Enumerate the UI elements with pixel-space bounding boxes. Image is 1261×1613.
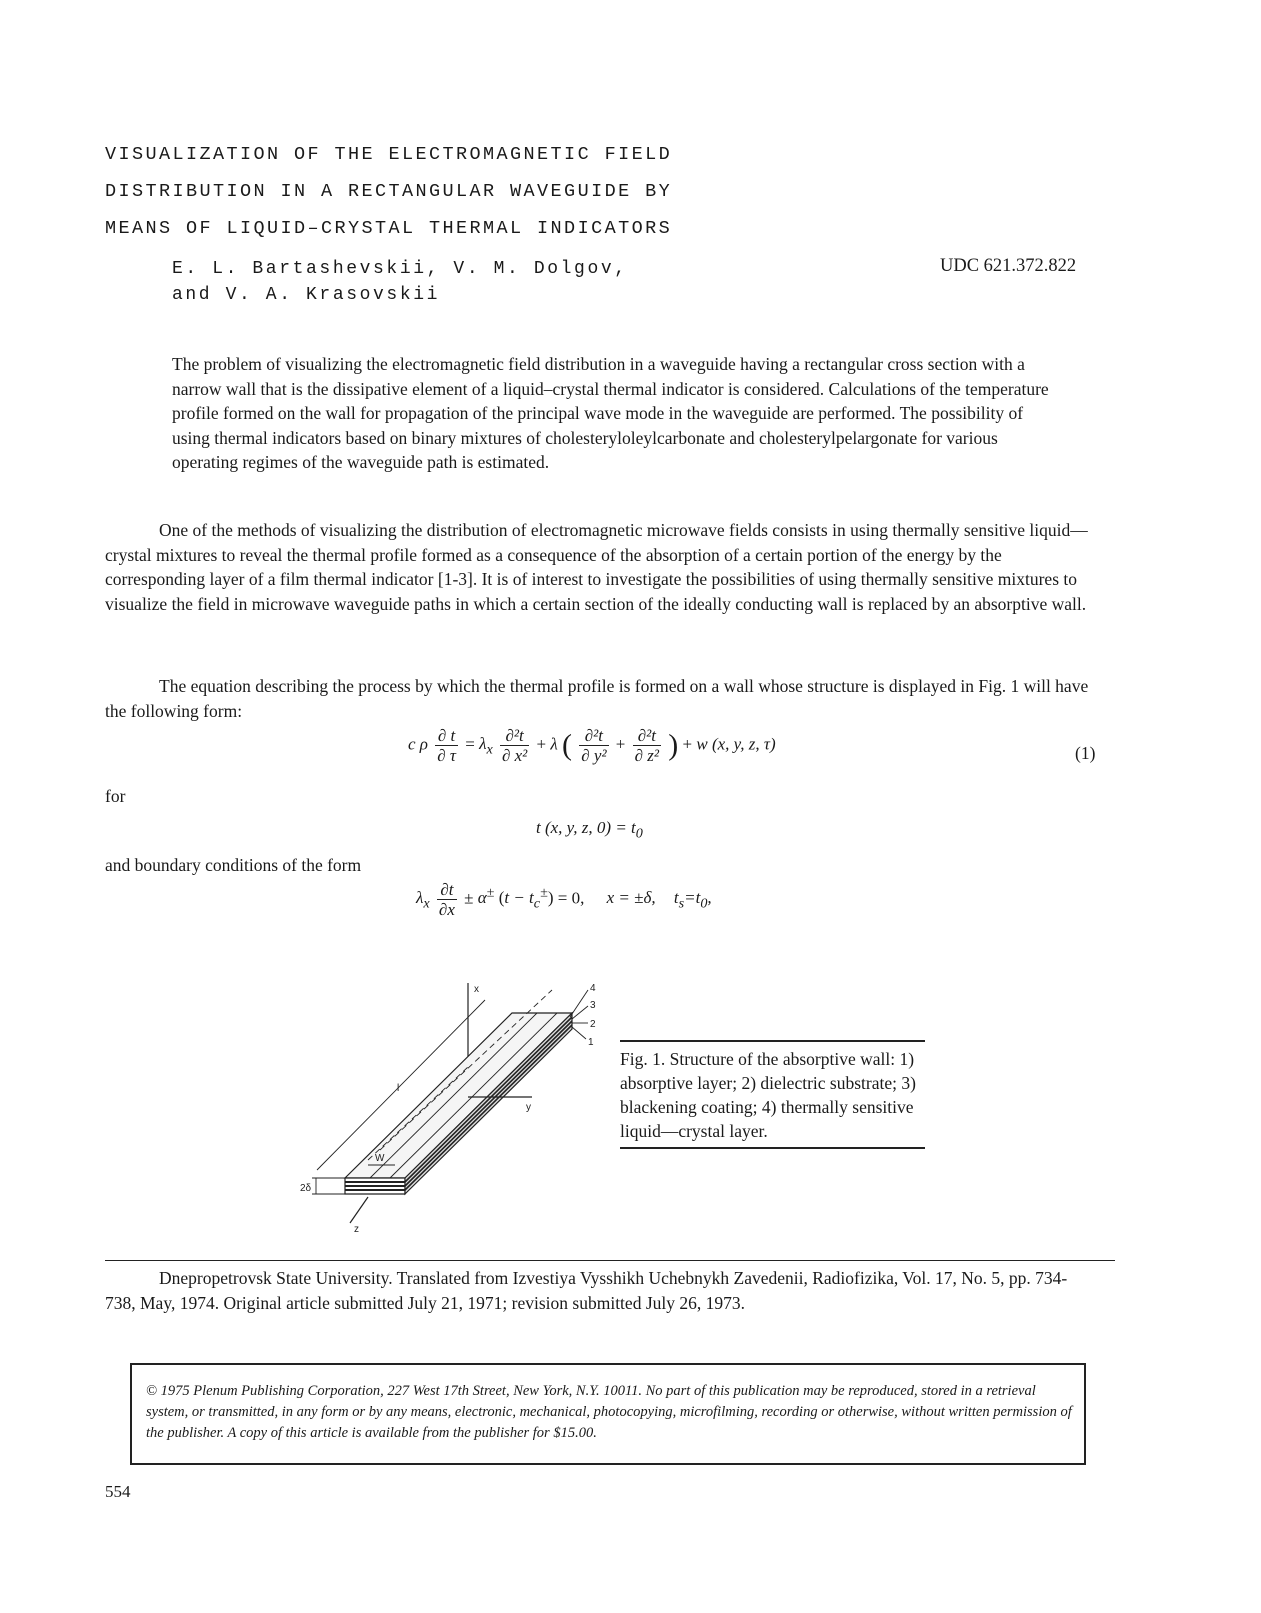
figure-1-caption: Fig. 1. Structure of the absorptive wall: 1) absorptive layer; 2) dielectric substrate; 3) blackening coating; 4) thermally sensitive liquid—crystal layer. xyxy=(620,1040,925,1149)
leader-layer-3 xyxy=(572,1006,588,1019)
frac-dt-dx: $\frac{\partial t}{\partial x}$ xyxy=(438,880,455,919)
eq1-forcing-term: w (x, y, z, τ) xyxy=(696,734,776,754)
footer-rule xyxy=(105,1260,1115,1261)
equation-1: c ρ $\frac{\partial t}{\partial \tau}$ = $\lambda_x$ $\frac{\text{∂²t}}{\text{∂ x²}}$ + λ ( $\frac{\text{∂²t}}{\text{∂ y²}}$ + $\frac{\text{∂²t}}{\text{∂ z²}}$ ) + w (x, y, z, τ) xyxy=(408,726,776,765)
frac-d2t-dz2: $\frac{\text{∂²t}}{\text{∂ z²}}$ xyxy=(634,726,660,765)
fig-label-y: y xyxy=(526,1102,531,1113)
fig-label-layer-2: 2 xyxy=(590,1019,596,1030)
boundary-condition: $\lambda_x$ $\frac{\partial t}{\partial x}$ ± α± $(t - t_c^\pm) = 0$, x = ±δ, $t_s=t_0$, xyxy=(416,880,712,919)
fig-label-layer-1: 1 xyxy=(588,1037,594,1048)
authors xyxy=(172,256,628,308)
title-line-3: MEANS OF LIQUID–CRYSTAL THERMAL INDICATORS xyxy=(105,218,673,239)
abstract: The problem of visualizing the electromagnetic field distribution in a waveguide having a rectangular cross section with a narrow wall that is the dissipative element of a liquid–crystal thermal indicator is considered. Calculations of the temperature profile formed on the wall for propagation of the principal wave mode in the waveguide are performed. The possibility of using thermal indicators based on binary mixtures of cholesteryloleylcarbonate and cholesterylpelargonate for various operating regimes of the waveguide path is estimated. xyxy=(172,354,1049,472)
title-line-2: DISTRIBUTION IN A RECTANGULAR WAVEGUIDE BY xyxy=(105,181,673,202)
fig-label-width: W xyxy=(375,1153,385,1164)
authors-line-2: and V. A. Krasovskii xyxy=(172,285,441,305)
body-paragraph-1: One of the methods of visualizing the distribution of electromagnetic microwave fields consists in using thermally sensitive liquid—crystal mixtures to reveal the thermal profile formed as a consequence of the absorption of a certain portion of the energy by the corresponding layer of a film thermal indicator [1-3]. It is of interest to investigate the possibilities of using thermally sensitive mixtures to visualize the field in microwave waveguide paths in which a certain section of the ideally conducting wall is replaced by an absorptive wall. xyxy=(105,520,1088,614)
fig-label-layer-3: 3 xyxy=(590,1000,596,1011)
title-line-1: VISUALIZATION OF THE ELECTROMAGNETIC FIELD xyxy=(105,144,673,165)
frac-dt-dtau: $\frac{\partial t}{\partial \tau}$ xyxy=(437,726,456,765)
udc-code: UDC 621.372.822 xyxy=(940,256,1077,276)
frac-d2t-dy2: $\frac{\text{∂²t}}{\text{∂ y²}}$ xyxy=(581,726,607,765)
strip-edge-right xyxy=(390,1013,557,1178)
equation-1-number: (1) xyxy=(1075,743,1096,763)
page-number: 554 xyxy=(105,1482,131,1501)
boundary-intro: and boundary conditions of the form xyxy=(105,855,362,875)
frac-d2t-dx2: $\frac{\text{∂²t}}{\text{∂ x²}}$ xyxy=(501,726,528,765)
authors-line-1: E. L. Bartashevskii, V. M. Dolgov, xyxy=(172,259,628,279)
fig-label-thickness: 2δ xyxy=(300,1183,312,1194)
z-axis-line xyxy=(350,1197,368,1223)
fig-label-length: l xyxy=(397,1083,400,1094)
for-word: for xyxy=(105,786,126,806)
fig-label-layer-4: 4 xyxy=(590,983,596,994)
leader-layer-1 xyxy=(572,1027,586,1039)
copyright-text: © 1975 Plenum Publishing Corporation, 227 West 17th Street, New York, N.Y. 10011. No part of this publication may be reproduced, stored in a retrieval system, or transmitted, in any form or by any means, electronic, mechanical, photocopying, microfilming, recording or otherwise, without written permission of the publisher. A copy of this article is available from the publisher for $15.00. xyxy=(146,1383,1072,1441)
strip-edge-left xyxy=(370,1013,537,1178)
footer-note: Dnepropetrovsk State University. Translated from Izvestiya Vysshikh Uchebnykh Zavedenii, Radiofizika, Vol. 17, No. 5, pp. 734-738, May, 1974. Original article submitted July 21, 1971; revision submitted July 26, 1973. xyxy=(105,1268,1068,1313)
fig-label-z: z xyxy=(354,1224,359,1235)
body-paragraph-2: The equation describing the process by which the thermal profile is formed on a wall whose structure is displayed in Fig. 1 will have the following form: xyxy=(105,676,1089,721)
article-title xyxy=(105,136,672,247)
initial-condition: t (x, y, z, $0) = t_0$ xyxy=(536,818,643,842)
figure-1-diagram xyxy=(290,975,610,1235)
fig-label-x: x xyxy=(474,984,479,995)
